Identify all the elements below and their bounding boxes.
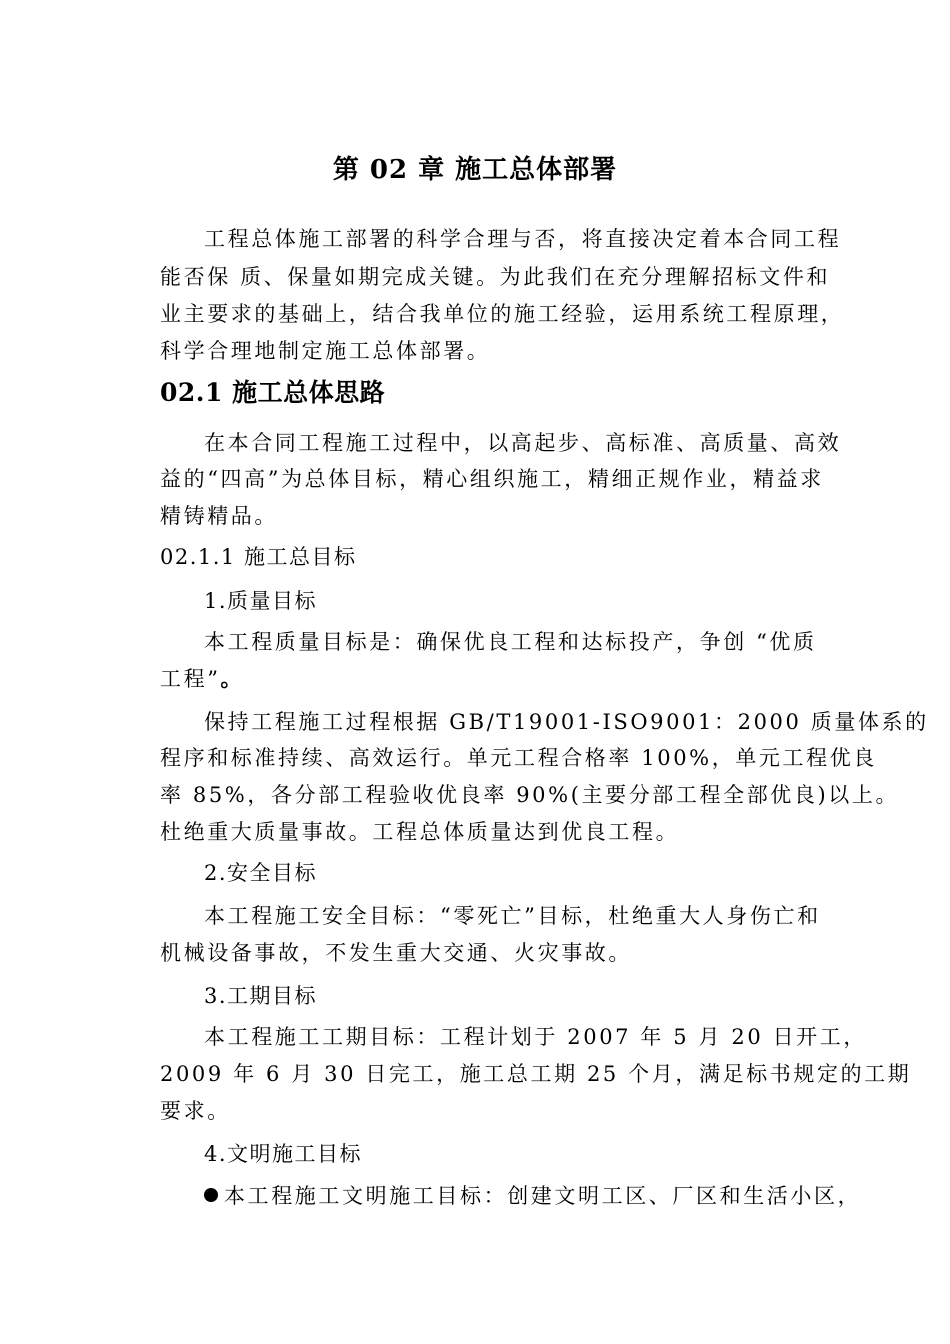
schedule-line: 要求。 <box>160 1099 231 1123</box>
quality-goal-period: 。 <box>220 666 245 691</box>
civil-bullet-text: 本工程施工文明施工目标：创建文明工区、厂区和生活小区， <box>224 1184 862 1208</box>
schedule-heading: 3.工期目标 <box>204 984 318 1008</box>
quality-detail-line: 率 85%，各分部工程验收优良率 90%(主要分部工程全部优良)以上。 <box>160 783 900 807</box>
quality-goal-line: 本工程质量目标是：确保优良工程和达标投产，争创 “优质 <box>204 630 817 654</box>
intro-line: 工程总体施工部署的科学合理与否，将直接决定着本合同工程 <box>204 227 842 251</box>
subsection-heading: 02.1.1 施工总目标 <box>160 545 357 569</box>
quality-detail-line: 程序和标准持续、高效运行。单元工程合格率 100%，单元工程优良 <box>160 746 877 770</box>
section-paragraph-line: 益的“四高”为总体目标，精心组织施工，精细正规作业，精益求 <box>160 467 824 491</box>
section-paragraph-line: 精铸精品。 <box>160 504 278 528</box>
safety-line: 机械设备事故，不发生重大交通、火灾事故。 <box>160 941 632 965</box>
quality-goal-text: 工程” <box>160 667 221 691</box>
quality-detail-line: 杜绝重大质量事故。工程总体质量达到优良工程。 <box>160 820 680 844</box>
intro-line: 能否保 质、保量如期完成关键。为此我们在充分理解招标文件和 <box>160 265 831 289</box>
intro-line: 科学合理地制定施工总体部署。 <box>160 339 491 363</box>
quality-heading: 1.质量目标 <box>204 589 318 613</box>
chapter-title: 第 02 章 施工总体部署 <box>332 155 618 185</box>
civil-bullet-item <box>204 1181 862 1211</box>
schedule-line: 本工程施工工期目标：工程计划于 2007 年 5 月 20 日开工， <box>204 1025 867 1049</box>
safety-line: 本工程施工安全目标：“零死亡”目标，杜绝重大人身伤亡和 <box>204 904 821 928</box>
safety-heading: 2.安全目标 <box>204 861 318 885</box>
section-paragraph-line: 在本合同工程施工过程中，以高起步、高标准、高质量、高效 <box>204 431 842 455</box>
civil-heading: 4.文明施工目标 <box>204 1142 363 1166</box>
quality-detail-line: 保持工程施工过程根据 GB/T19001-ISO9001：2000 质量体系的 <box>204 710 929 734</box>
intro-line: 业主要求的基础上，结合我单位的施工经验，运用系统工程原理， <box>160 302 845 326</box>
schedule-line: 2009 年 6 月 30 日完工，施工总工期 25 个月，满足标书规定的工期 <box>160 1062 912 1086</box>
section-heading: 02.1 施工总体思路 <box>160 378 386 407</box>
bullet-icon <box>204 1188 218 1202</box>
quality-goal-line <box>160 664 810 694</box>
